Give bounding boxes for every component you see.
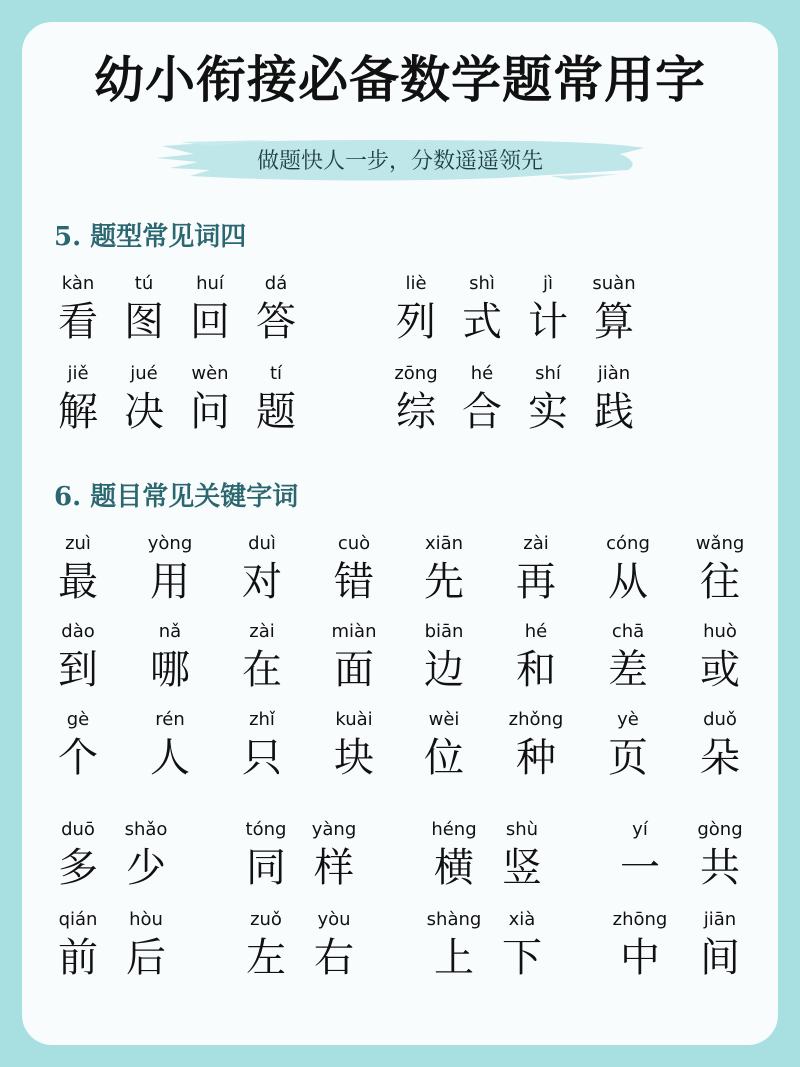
hanzi-character: 边 <box>424 647 464 693</box>
pinyin-label: yòu <box>317 909 351 930</box>
pinyin-label: tí <box>269 363 283 384</box>
hanzi-character: 人 <box>150 735 190 781</box>
word-card <box>496 708 576 784</box>
page-title: 幼小衔接必备数学题常用字 <box>94 51 706 109</box>
hanzi-character: 左 <box>246 935 286 981</box>
pinyin-label: jiàn <box>597 363 631 384</box>
pinyin-label: kuài <box>335 709 373 730</box>
hanzi-character: 算 <box>594 299 634 345</box>
hanzi-character: 一 <box>620 845 660 891</box>
hanzi-character: 上 <box>434 935 474 981</box>
hanzi-character: 同 <box>246 845 286 891</box>
pinyin-label: shù <box>505 819 539 840</box>
word-card <box>482 818 562 894</box>
word-card <box>314 532 394 608</box>
word-card <box>680 708 760 784</box>
word-card <box>404 708 484 784</box>
subtitle-banner <box>150 132 650 186</box>
hanzi-character: 到 <box>58 647 98 693</box>
hanzi-character: 右 <box>314 935 354 981</box>
word-card <box>588 620 668 696</box>
word-card <box>294 818 374 894</box>
pinyin-label: hé <box>470 363 494 384</box>
pinyin-label: cuò <box>337 533 371 554</box>
pinyin-label: héng <box>431 819 477 840</box>
hanzi-character: 实 <box>528 389 568 435</box>
pinyin-label: shàng <box>426 909 482 930</box>
word-card <box>680 532 760 608</box>
hanzi-character: 合 <box>462 389 502 435</box>
pinyin-label: shí <box>535 363 561 384</box>
hanzi-character: 样 <box>314 845 354 891</box>
word-card <box>222 620 302 696</box>
word-card <box>588 708 668 784</box>
word-card <box>106 908 186 984</box>
pinyin-label: duì <box>248 533 276 554</box>
hanzi-character: 决 <box>124 389 164 435</box>
word-card <box>294 908 374 984</box>
hanzi-character: 从 <box>608 559 648 605</box>
word-card <box>106 818 186 894</box>
hanzi-character: 答 <box>256 299 296 345</box>
hanzi-character: 少 <box>126 845 166 891</box>
hanzi-character: 和 <box>516 647 556 693</box>
pinyin-label: zhǐ <box>249 709 275 730</box>
hanzi-character: 错 <box>334 559 374 605</box>
word-card <box>236 362 316 438</box>
hanzi-character: 竖 <box>502 845 542 891</box>
hanzi-character: 块 <box>334 735 374 781</box>
pinyin-label: wèi <box>428 709 460 730</box>
pinyin-label: chā <box>611 621 645 642</box>
hanzi-character: 在 <box>242 647 282 693</box>
hanzi-character: 后 <box>126 935 166 981</box>
hanzi-character: 计 <box>528 299 568 345</box>
pinyin-label: cóng <box>606 533 650 554</box>
hanzi-character: 页 <box>608 735 648 781</box>
pinyin-label: duō <box>61 819 95 840</box>
pinyin-label: hé <box>524 621 548 642</box>
hanzi-character: 对 <box>242 559 282 605</box>
hanzi-character: 横 <box>434 845 474 891</box>
word-card <box>38 708 118 784</box>
hanzi-character: 最 <box>58 559 98 605</box>
hanzi-character: 问 <box>190 389 230 435</box>
hanzi-character: 解 <box>58 389 98 435</box>
subtitle: 做题快人一步，分数遥遥领先 <box>256 149 543 174</box>
hanzi-character: 朵 <box>700 735 740 781</box>
word-card <box>130 532 210 608</box>
word-card <box>404 532 484 608</box>
pinyin-label: zuì <box>65 533 91 554</box>
pinyin-label: miàn <box>331 621 377 642</box>
hanzi-character: 共 <box>700 845 740 891</box>
word-card <box>314 620 394 696</box>
hanzi-character: 个 <box>58 735 98 781</box>
hanzi-character: 题 <box>256 389 296 435</box>
hanzi-character: 图 <box>124 299 164 345</box>
pinyin-label: liè <box>405 273 427 294</box>
pinyin-label: yí <box>632 819 648 840</box>
pinyin-label: dào <box>61 621 95 642</box>
hanzi-character: 位 <box>424 735 464 781</box>
pinyin-label: gè <box>66 709 90 730</box>
pinyin-label: huí <box>196 273 224 294</box>
pinyin-label: jiān <box>703 909 737 930</box>
hanzi-character: 践 <box>594 389 634 435</box>
hanzi-character: 间 <box>700 935 740 981</box>
hanzi-character: 前 <box>58 935 98 981</box>
word-card <box>130 708 210 784</box>
pinyin-label: wèn <box>191 363 229 384</box>
pinyin-label: dá <box>264 273 288 294</box>
hanzi-character: 面 <box>334 647 374 693</box>
hanzi-character: 或 <box>700 647 740 693</box>
pinyin-label: jì <box>542 273 553 294</box>
pinyin-label: xià <box>508 909 536 930</box>
hanzi-character: 用 <box>150 559 190 605</box>
hanzi-character: 先 <box>424 559 464 605</box>
pinyin-label: tóng <box>245 819 287 840</box>
word-card <box>496 620 576 696</box>
pinyin-label: jué <box>130 363 158 384</box>
hanzi-character: 回 <box>190 299 230 345</box>
pinyin-label: hòu <box>129 909 163 930</box>
pinyin-label: duǒ <box>703 709 737 730</box>
word-card <box>574 272 654 348</box>
hanzi-character: 差 <box>608 647 648 693</box>
word-card <box>588 532 668 608</box>
hanzi-character: 列 <box>396 299 436 345</box>
pinyin-label: yè <box>617 709 639 730</box>
pinyin-label: zài <box>249 621 275 642</box>
section-5-heading: 5. 题型常见词四 <box>54 222 247 252</box>
pinyin-label: qián <box>58 909 98 930</box>
word-card <box>600 908 680 984</box>
hanzi-character: 式 <box>462 299 502 345</box>
hanzi-character: 看 <box>58 299 98 345</box>
hanzi-character: 中 <box>620 935 660 981</box>
word-card <box>314 708 394 784</box>
word-card <box>574 362 654 438</box>
word-card <box>600 818 680 894</box>
pinyin-label: zhǒng <box>508 709 564 730</box>
pinyin-label: zài <box>523 533 549 554</box>
word-card <box>222 708 302 784</box>
hanzi-character: 多 <box>58 845 98 891</box>
word-card <box>680 620 760 696</box>
pinyin-label: huò <box>703 621 737 642</box>
pinyin-label: wǎng <box>695 533 745 554</box>
hanzi-character: 再 <box>516 559 556 605</box>
pinyin-label: zōng <box>394 363 438 384</box>
pinyin-label: rén <box>155 709 185 730</box>
pinyin-label: suàn <box>592 273 636 294</box>
pinyin-label: zhōng <box>612 909 668 930</box>
hanzi-character: 综 <box>396 389 436 435</box>
word-card <box>222 532 302 608</box>
word-card <box>236 272 316 348</box>
pinyin-label: zuǒ <box>250 909 282 930</box>
hanzi-character: 种 <box>516 735 556 781</box>
hanzi-character: 下 <box>502 935 542 981</box>
pinyin-label: yòng <box>147 533 193 554</box>
pinyin-label: yàng <box>311 819 357 840</box>
pinyin-label: biān <box>424 621 464 642</box>
word-card <box>680 908 760 984</box>
pinyin-label: xiān <box>424 533 464 554</box>
word-card <box>38 620 118 696</box>
pinyin-label: shǎo <box>124 819 168 840</box>
hanzi-character: 只 <box>242 735 282 781</box>
word-card <box>482 908 562 984</box>
pinyin-label: gòng <box>697 819 743 840</box>
hanzi-character: 往 <box>700 559 740 605</box>
word-card <box>38 532 118 608</box>
word-card <box>130 620 210 696</box>
hanzi-character: 哪 <box>150 647 190 693</box>
pinyin-label: jiě <box>67 363 89 384</box>
section-6-heading: 6. 题目常见关键字词 <box>54 482 299 512</box>
pinyin-label: nǎ <box>158 621 182 642</box>
pinyin-label: kàn <box>61 273 95 294</box>
word-card <box>404 620 484 696</box>
word-card <box>680 818 760 894</box>
pinyin-label: shì <box>469 273 495 294</box>
word-card <box>496 532 576 608</box>
pinyin-label: tú <box>134 273 154 294</box>
